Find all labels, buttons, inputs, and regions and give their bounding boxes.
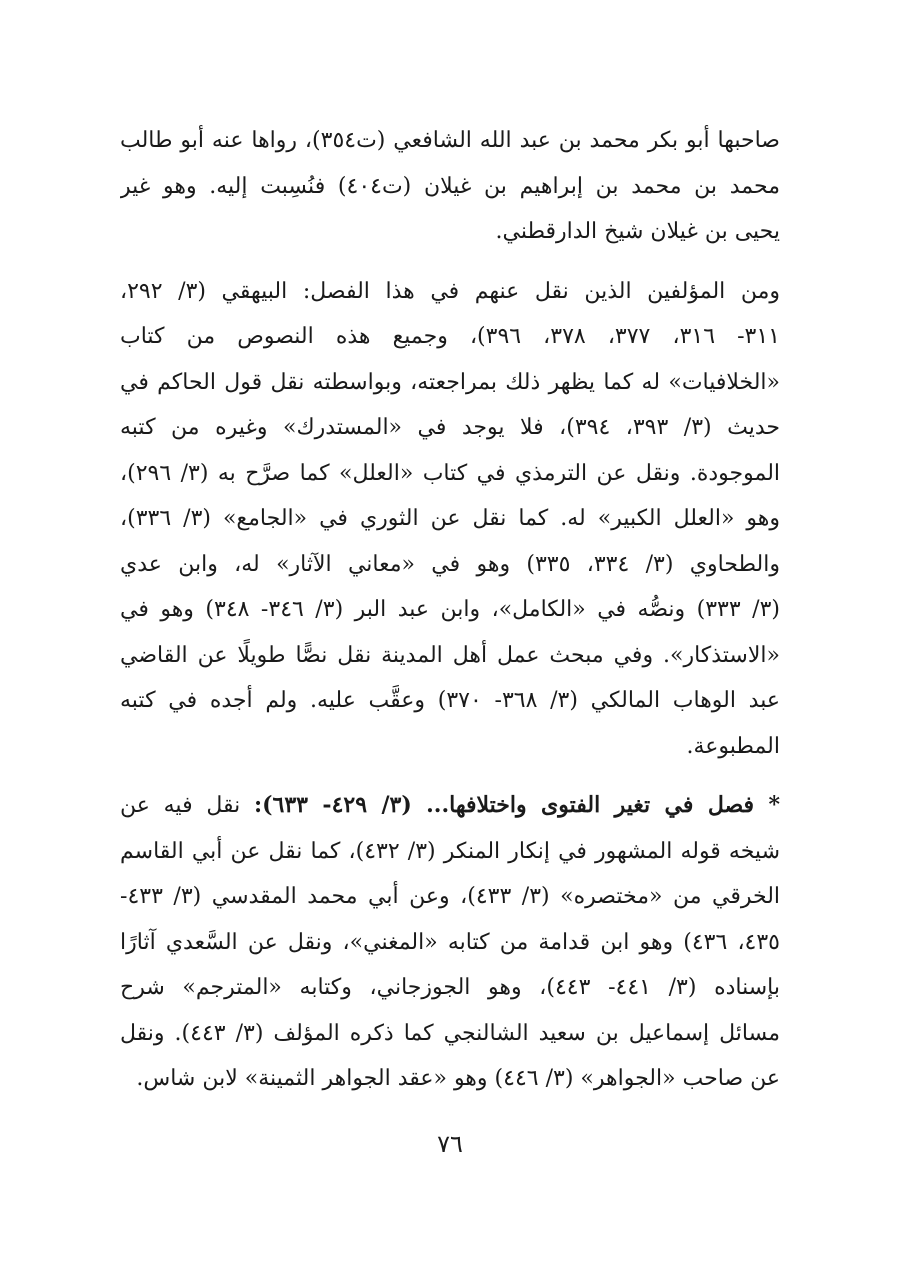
text-line: (٣/ ٣٣٣) ونصُّه في «الكامل»، وابن عبد البر (٣/ ٣٤٦- ٣٤٨) وهو في [120,597,780,622]
text-line: «الخلافيات» له كما يظهر ذلك بمراجعته، وبواسطته نقل قول الحاكم في [120,369,780,395]
text-line: الموجودة. ونقل عن الترمذي في كتاب «العلل» كما صرَّح به (٣/ ٢٩٦)، [120,460,780,486]
text-line: يحيى بن غيلان شيخ الدارقطني. [495,219,780,244]
text-line: صاحبها أبو بكر محمد بن عبد الله الشافعي (ت٣٥٤)، رواها عنه أبو طالب [120,128,780,153]
text-line: عن صاحب «الجواهر» (٣/ ٤٤٦) وهو «عقد الجواهر الثمينة» لابن شاس. [136,1066,780,1091]
page-body [120,118,780,1116]
text-line: ٣١١- ٣١٦، ٣٧٧، ٣٧٨، ٣٩٦)، وجميع هذه النصوص من كتاب [120,324,780,349]
paragraph [120,118,780,255]
text-line: ومن المؤلفين الذين نقل عنهم في هذا الفصل: البيهقي (٣/ ٢٩٢، [120,278,780,304]
heading-continuation: نقل فيه عن [120,793,255,818]
text-line: ٤٣٥، ٤٣٦) وهو ابن قدامة من كتابه «المغني»، ونقل عن السَّعدي آثارًا [120,929,780,955]
section-heading: * فصل في تغير الفتوى واختلافها... (٣/ ٤٢٩- ٦٣٣): [254,792,780,818]
text-line: المطبوعة. [686,733,780,759]
text-line: والطحاوي (٣/ ٣٣٤، ٣٣٥) وهو في «معاني الآثار» له، وابن عدي [120,551,780,577]
text-line: حديث (٣/ ٣٩٣، ٣٩٤)، فلا يوجد في «المستدرك» وغيره من كتبه [120,415,780,440]
text-line: الخرقي من «مختصره» (٣/ ٤٣٣)، وعن أبي محمد المقدسي (٣/ ٤٣٣- [120,884,780,909]
text-line: محمد بن محمد بن إبراهيم بن غيلان (ت٤٠٤) فنُسِبت إليه. وهو غير [120,173,780,199]
text-line: بإسناده (٣/ ٤٤١- ٤٤٣)، وهو الجوزجاني، وكتابه «المترجم» شرح [120,975,780,1000]
paragraph [120,269,780,770]
text-line: عبد الوهاب المالكي (٣/ ٣٦٨- ٣٧٠) وعقَّب عليه. ولم أجده في كتبه [120,688,780,713]
text-line: مسائل إسماعيل بن سعيد الشالنجي كما ذكره المؤلف (٣/ ٤٤٣). ونقل [120,1020,780,1046]
page-number: ٧٦ [437,1130,463,1158]
paragraph [120,783,780,1102]
text-line: شيخه قوله المشهور في إنكار المنكر (٣/ ٤٣٢)، كما نقل عن أبي القاسم [120,838,780,864]
text-line: وهو «العلل الكبير» له. كما نقل عن الثوري في «الجامع» (٣/ ٣٣٦)، [120,506,780,531]
text-line: «الاستذكار». وفي مبحث عمل أهل المدينة نقل نصًّا طويلًا عن القاضي [120,642,780,668]
section-heading-line [120,783,780,829]
